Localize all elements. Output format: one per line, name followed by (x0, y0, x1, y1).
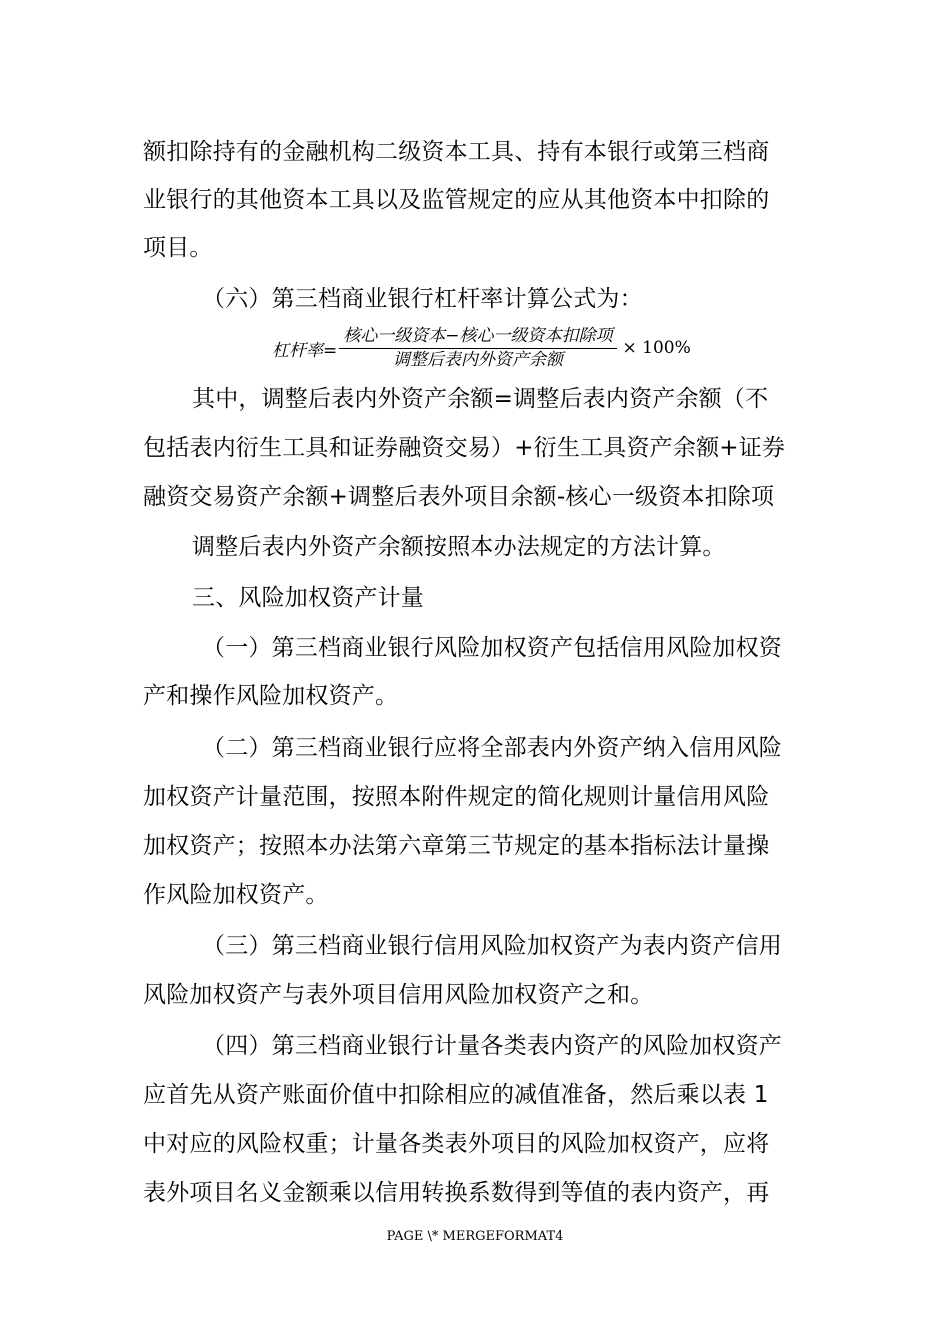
paragraph-line: （一）第三档商业银行风险加权资产包括信用风险加权资 (202, 635, 782, 661)
paragraph-line: 中对应的风险权重；计量各类表外项目的风险加权资产，应将 (143, 1131, 770, 1157)
paragraph-line: 其中，调整后表内外资产余额=调整后表内资产余额（不 (192, 386, 769, 412)
paragraph-line: （三）第三档商业银行信用风险加权资产为表内资产信用 (202, 933, 782, 959)
section-heading-6: （六）第三档商业银行杠杆率计算公式为： (202, 286, 643, 312)
paragraph-line: 表外项目名义金额乘以信用转换系数得到等值的表内资产，再 (143, 1180, 770, 1206)
paragraph-line: 额扣除持有的金融机构二级资本工具、持有本银行或第三档商 (143, 139, 770, 165)
paragraph-line: 加权资产；按照本办法第六章第三节规定的基本指标法计量操 (143, 833, 770, 859)
paragraph-line: 包括表内衍生工具和证券融资交易）+衍生工具资产余额+证券 (143, 435, 786, 461)
paragraph-line: 作风险加权资产。 (143, 882, 329, 908)
formula-lhs: 杠杆率= (272, 340, 338, 361)
paragraph-line: 调整后表内外资产余额按照本办法规定的方法计算。 (192, 534, 726, 560)
paragraph-line: 业银行的其他资本工具以及监管规定的应从其他资本中扣除的 (143, 187, 770, 213)
page-footer: PAGE \* MERGEFORMAT4 (386, 1229, 564, 1244)
paragraph-line: 项目。 (143, 235, 213, 261)
paragraph-line: 应首先从资产账面价值中扣除相应的减值准备，然后乘以表 1 (143, 1082, 769, 1108)
section-heading-3: 三、风险加权资产计量 (192, 585, 424, 611)
paragraph-line: 加权资产计量范围，按照本附件规定的简化规则计量信用风险 (143, 784, 770, 810)
paragraph-line: （二）第三档商业银行应将全部表内外资产纳入信用风险 (202, 735, 782, 761)
formula-fraction (339, 326, 616, 371)
formula-denominator: 调整后表内外资产余额 (392, 349, 563, 370)
formula-numerator: 核心一级资本−核心一级资本扣除项 (339, 326, 616, 349)
leverage-ratio-formula (272, 324, 691, 372)
paragraph-line: 产和操作风险加权资产。 (143, 683, 399, 709)
paragraph-line: （四）第三档商业银行计量各类表内资产的风险加权资产 (202, 1033, 782, 1059)
formula-multiplier: × 100% (622, 338, 691, 358)
paragraph-line: 风险加权资产与表外项目信用风险加权资产之和。 (143, 982, 654, 1008)
paragraph-line: 融资交易资产余额+调整后表外项目余额-核心一级资本扣除项 (143, 484, 775, 510)
